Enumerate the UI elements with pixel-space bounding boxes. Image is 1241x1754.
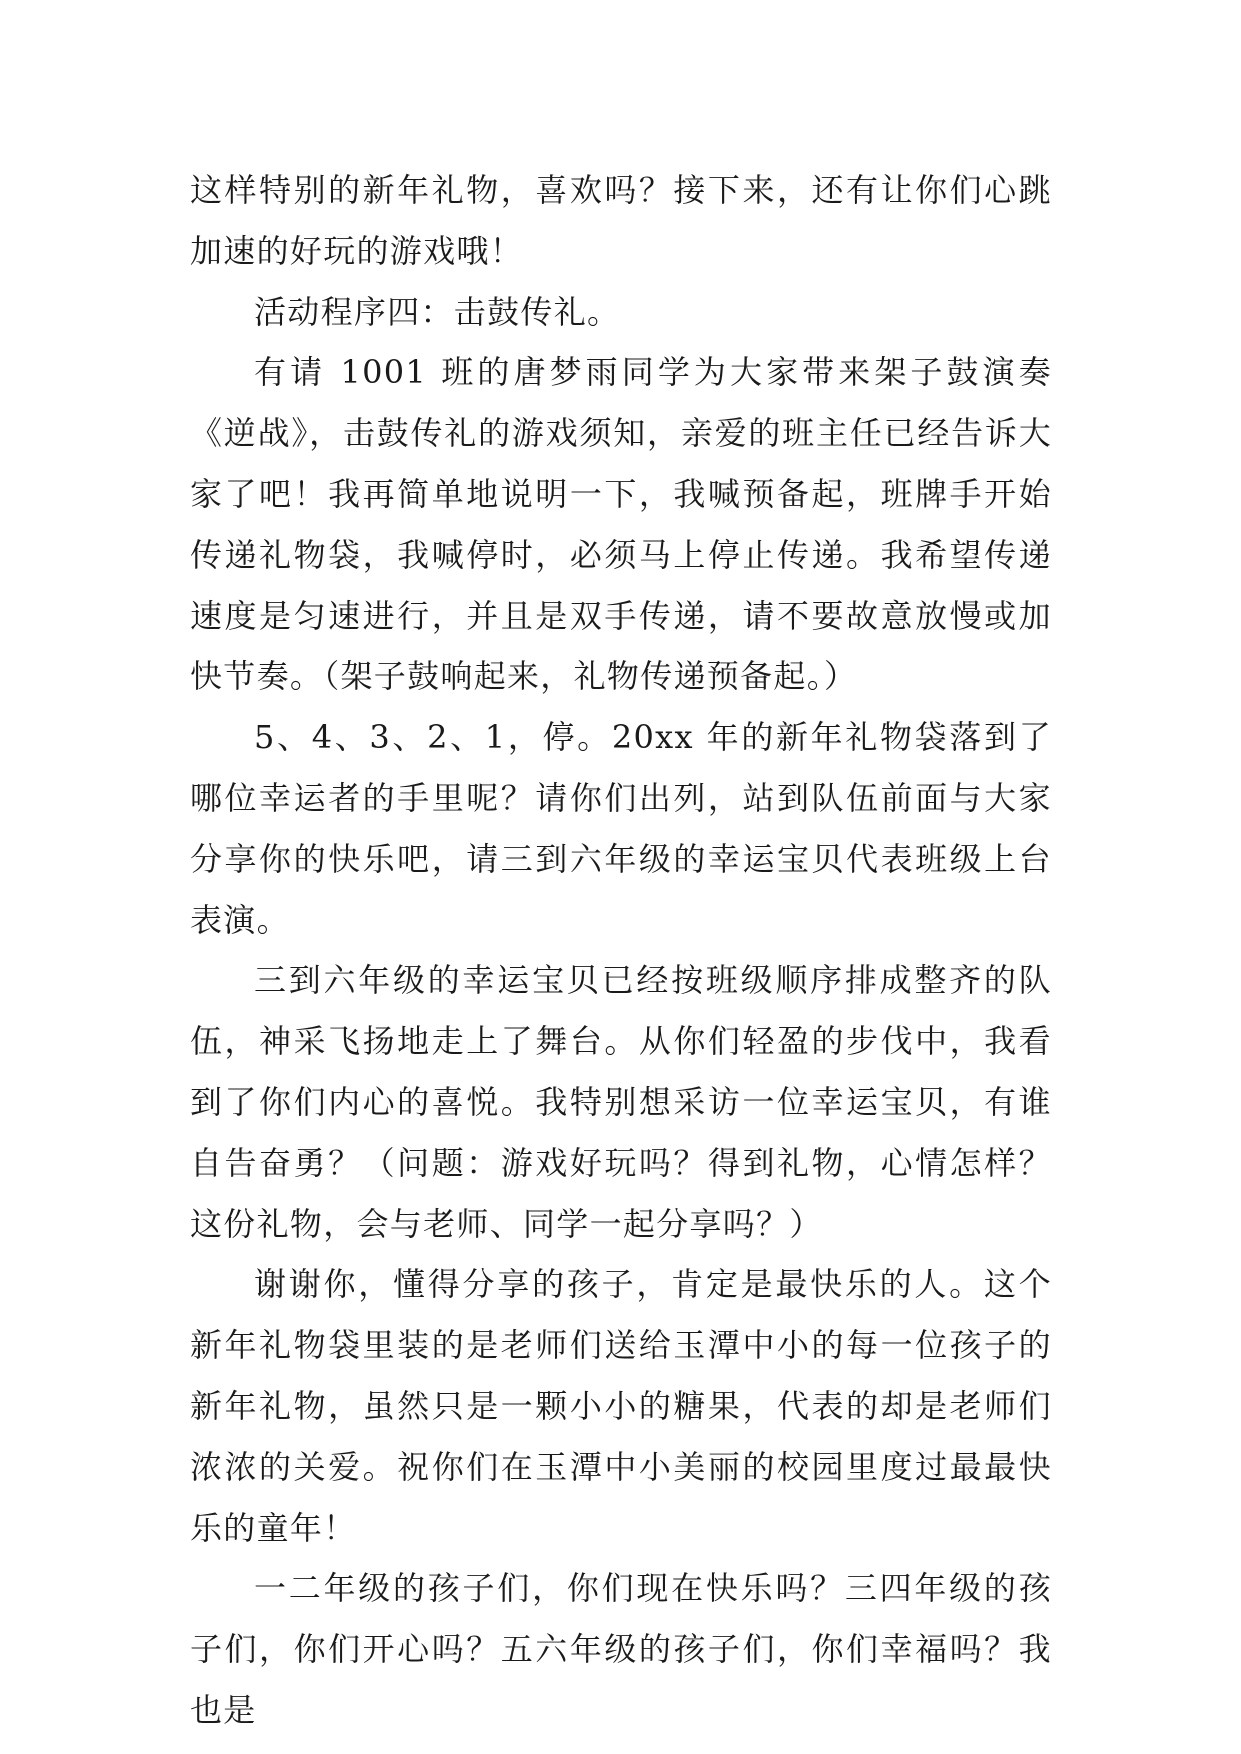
paragraph-5: 三到六年级的幸运宝贝已经按班级顺序排成整齐的队伍，神采飞扬地走上了舞台。从你们轻盈的步伐中，我看到了你们内心的喜悦。我特别想采访一位幸运宝贝，有谁自告奋勇？（问题：游戏好玩吗？得到礼物，心情怎样？这份礼物，会与老师、同学一起分享吗？） <box>190 961 1052 1243</box>
paragraph-4: 5、4、3、2、1，停。20xx 年的新年礼物袋落到了哪位幸运者的手里呢？请你们出列，站到队伍前面与大家分享你的快乐吧，请三到六年级的幸运宝贝代表班级上台表演。 <box>190 718 1052 939</box>
document-body <box>190 160 1052 1741</box>
paragraph-6: 谢谢你，懂得分享的孩子，肯定是最快乐的人。这个新年礼物袋里装的是老师们送给玉潭中小的每一位孩子的新年礼物，虽然只是一颗小小的糖果，代表的却是老师们浓浓的关爱。祝你们在玉潭中小美丽的校园里度过最最快乐的童年！ <box>190 1265 1052 1547</box>
paragraph-2: 活动程序四：击鼓传礼。 <box>254 292 621 331</box>
paragraph-1: 这样特别的新年礼物，喜欢吗？接下来，还有让你们心跳加速的好玩的游戏哦！ <box>190 171 1052 270</box>
paragraph-3: 有请 1001 班的唐梦雨同学为大家带来架子鼓演奏《逆战》，击鼓传礼的游戏须知，亲爱的班主任已经告诉大家了吧！我再简单地说明一下，我喊预备起，班牌手开始传递礼物袋，我喊停时，必须马上停止传递。我希望传递速度是匀速进行，并且是双手传递，请不要故意放慢或加快节奏。（架子鼓响起来，礼物传递预备起。） <box>190 353 1052 696</box>
paragraph-7: 一二年级的孩子们，你们现在快乐吗？三四年级的孩子们，你们开心吗？五六年级的孩子们，你们幸福吗？我也是 <box>190 1569 1052 1729</box>
